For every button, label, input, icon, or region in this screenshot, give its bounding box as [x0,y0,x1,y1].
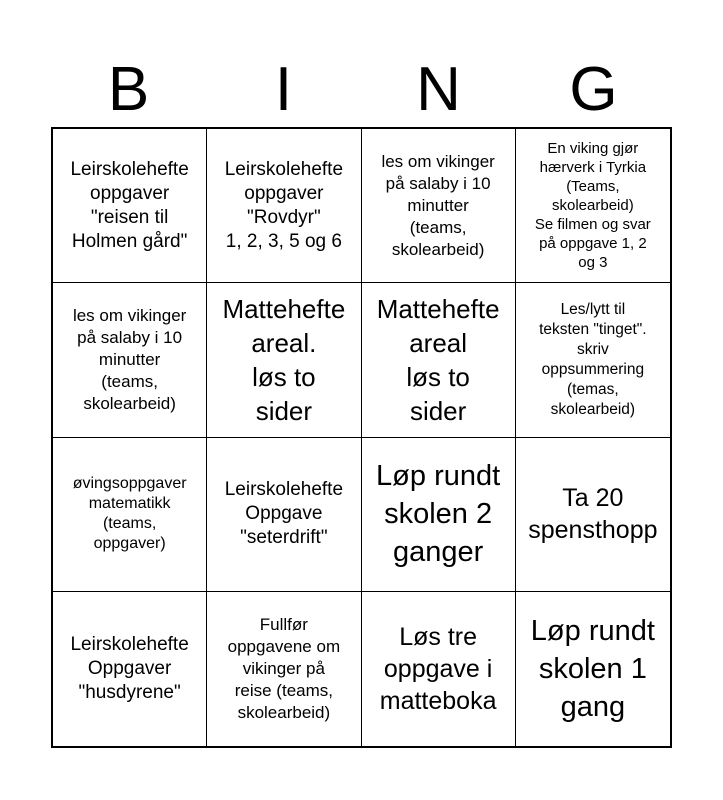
bingo-cell-r3c3[interactable]: Løp rundt skolen 2 ganger [362,438,516,592]
header-letter-n: N [416,55,461,124]
header-letter-g: G [569,55,618,124]
bingo-cell-r4c3[interactable]: Løs tre oppgave i matteboka [362,592,516,746]
bingo-cell-r1c2[interactable]: Leirskolehefte oppgaver "Rovdyr" 1, 2, 3, 5 og 6 [207,129,361,283]
bingo-cell-r4c1[interactable]: Leirskolehefte Oppgaver "husdyrene" [53,592,207,746]
bingo-board [51,127,672,748]
bingo-cell-r3c4[interactable]: Ta 20 spensthopp [516,438,670,592]
header-letter-i: I [274,55,293,124]
bingo-cell-r1c1[interactable]: Leirskolehefte oppgaver "reisen til Holmen gård" [53,129,207,283]
bingo-cell-r4c2[interactable]: Fullfør oppgavene om vikinger på reise (teams, skolearbeid) [207,592,361,746]
bingo-cell-r1c4[interactable]: En viking gjør hærverk i Tyrkia (Teams, skolearbeid) Se filmen og svar på oppgave 1, 2 og 3 [516,129,670,283]
bingo-cell-r4c4[interactable]: Løp rundt skolen 1 gang [530,614,655,723]
bingo-cell-r1c3[interactable]: les om vikinger på salaby i 10 minutter (teams, skolearbeid) [362,129,516,283]
bingo-cell-r2c3[interactable]: Mattehefte areal løs to sider [362,283,516,437]
bingo-cell-r3c2[interactable]: Leirskolehefte Oppgave "seterdrift" [207,438,361,592]
bingo-cell-r2c4[interactable]: Les/lytt til teksten "tinget". skriv oppsummering (temas, skolearbeid) [516,283,670,437]
bingo-cell-r2c1[interactable]: les om vikinger på salaby i 10 minutter (teams, skolearbeid) [53,283,207,437]
header-letter-b: B [107,55,150,124]
bingo-cell-r3c1[interactable]: øvingsoppgaver matematikk (teams, oppgaver) [53,438,207,592]
bingo-header [51,52,671,128]
bingo-cell-r2c2[interactable]: Mattehefte areal. løs to sider [207,283,361,437]
